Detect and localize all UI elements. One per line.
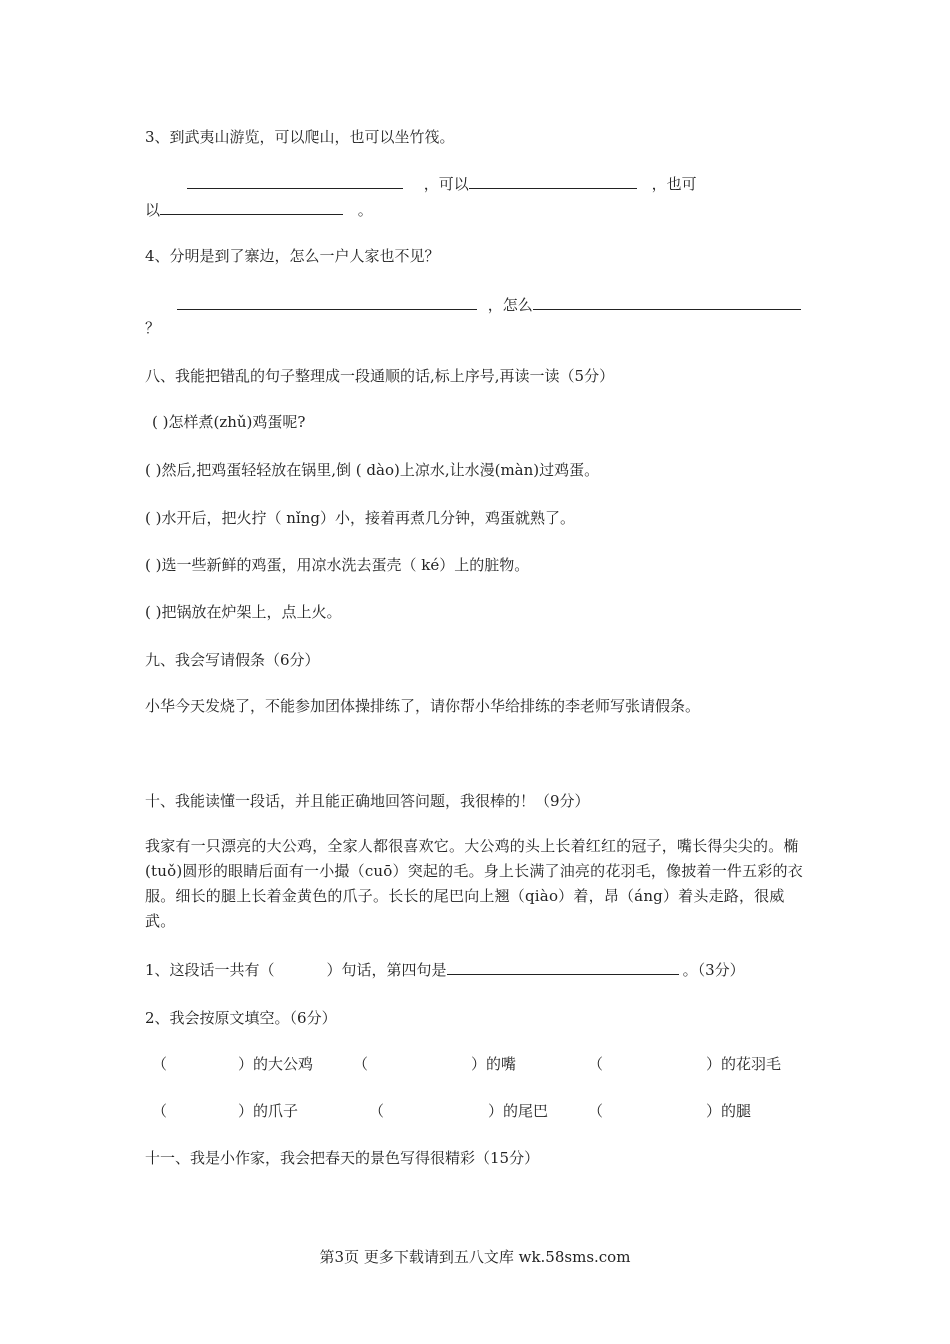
s10-q2: 2、我会按原文填空。（6分） (145, 1009, 337, 1027)
s10-passage: 我家有一只漂亮的大公鸡，全家人都很喜欢它。大公鸡的头上长着红红的冠子，嘴长得尖尖的。椭(tuǒ)圆形的眼睛后面有一小撮（cuō）突起的毛。身上长满了油亮的花羽毛，像披着一件五彩的衣服。细长的腿上长着金黄色的爪子。长长的尾巴向上翘（qiào）着，昂（áng）着头走路，很威武。 (145, 837, 803, 930)
page-footer: 第3页 更多下载请到五八文库 wk.58sms.com (319, 1248, 631, 1266)
s10-q1-part1: 1、这段话一共有（ (145, 961, 275, 979)
q3-sep-2: ，也可 (651, 175, 697, 193)
q3-sentence: 3、到武夷山游览，可以爬山，也可以坐竹筏。 (145, 128, 455, 146)
q4-answer-line-1 (177, 295, 801, 315)
q3-blank-2[interactable] (469, 174, 637, 189)
s10-heading: 十、我能读懂一段话，并且能正确地回答问题，我很棒的！（9分） (145, 792, 590, 810)
fill-row2-label-2: ）的尾巴 (488, 1102, 549, 1120)
s9-prompt: 小华今天发烧了，不能参加团体操排练了，请你帮小华给排练的李老师写张请假条。 (145, 697, 701, 715)
q4-blank-1[interactable] (177, 295, 477, 310)
fill-row1-label-1: ）的大公鸡 (238, 1055, 314, 1073)
s10-q1-part2: ）句话，第四句是 (326, 961, 447, 979)
fill-row1-paren-2: （ (353, 1055, 369, 1073)
fill-row2-paren-2: （ (369, 1102, 385, 1120)
fill-row1-paren-1: （ (152, 1055, 168, 1073)
q4-sentence: 4、分明是到了寨边，怎么一户人家也不见？ (145, 247, 440, 265)
s9-heading: 九、我会写请假条（6分） (145, 651, 320, 669)
s11-heading: 十一、我是小作家，我会把春天的景色写得很精彩（15分） (145, 1149, 540, 1167)
s8-heading: 八、我能把错乱的句子整理成一段通顺的话,标上序号,再读一读（5分） (145, 367, 615, 385)
s8-item-2: ( )然后,把鸡蛋轻轻放在锅里,倒 ( dào)上凉水,让水漫(màn)过鸡蛋。 (145, 461, 600, 479)
q4-blank-2[interactable] (533, 295, 801, 310)
q3-end: 。 (357, 201, 373, 219)
q3-start-2: 以 (145, 201, 161, 219)
s10-q1 (145, 960, 745, 980)
s8-item-1: ( )怎样煮(zhǔ)鸡蛋呢? (152, 413, 306, 431)
s8-item-3: ( )水开后，把火拧（ nǐng）小，接着再煮几分钟，鸡蛋就熟了。 (145, 509, 575, 527)
q3-sep-1: ，可以 (423, 175, 469, 193)
s8-item-5: ( )把锅放在炉架上，点上火。 (145, 603, 342, 621)
s10-q1-part3: 。（3分） (682, 961, 745, 979)
q3-answer-line-2 (145, 200, 373, 220)
fill-row1-label-2: ）的嘴 (471, 1055, 517, 1073)
s8-item-4: ( )选一些新鲜的鸡蛋，用凉水洗去蛋壳（ ké）上的脏物。 (145, 556, 530, 574)
fill-row2-paren-3: （ (588, 1102, 604, 1120)
fill-row1-paren-3: （ (588, 1055, 604, 1073)
q3-answer-line-1 (187, 174, 697, 194)
s10-q1-answer-blank[interactable] (447, 960, 679, 975)
q3-blank-1[interactable] (187, 174, 403, 189)
q3-blank-3[interactable] (160, 200, 343, 215)
fill-row2-label-1: ）的爪子 (238, 1102, 299, 1120)
fill-row2-paren-1: （ (152, 1102, 168, 1120)
q4-sep-1: ，怎么 (487, 296, 533, 314)
q4-end: ？ (145, 319, 161, 337)
fill-row1-label-3: ）的花羽毛 (706, 1055, 782, 1073)
fill-row2-label-3: ）的腿 (706, 1102, 752, 1120)
